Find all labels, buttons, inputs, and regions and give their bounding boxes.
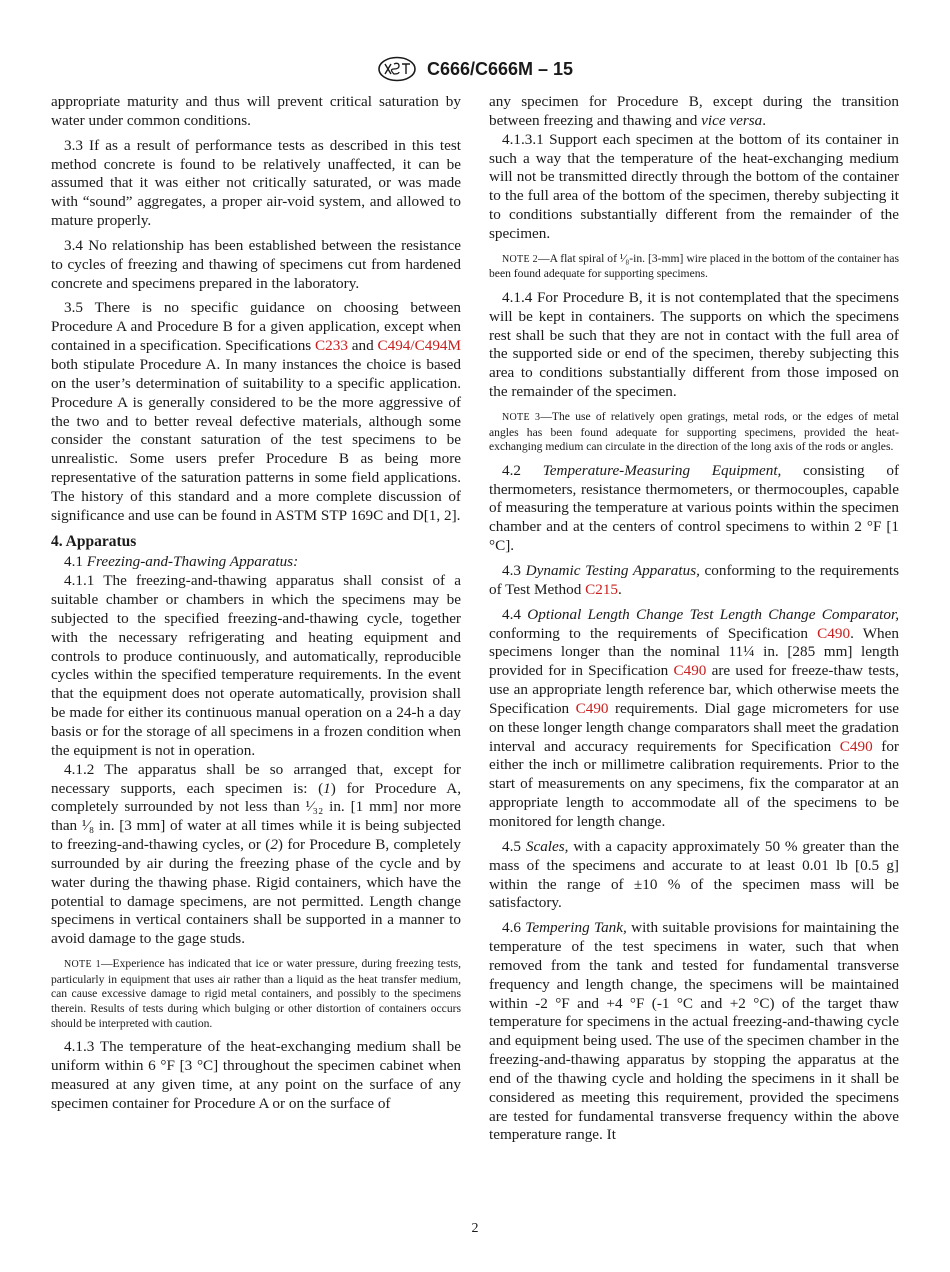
- note-1-text: —Experience has indicated that ice or water pressure, during freezing tests, particularly in equipment that uses air rather than a liquid as the heat transfer medium, can cause excessive damage to rigid metal containers, and possibly to the specimens therein. Results of tests during which bulging or other distortion of containers occurs should be interpreted with caution.: [51, 957, 462, 1030]
- document-designation: C666/C666M – 15: [426, 58, 574, 79]
- paragraph-4-5-text: with a capacity approximately 50 % greater than the mass of the specimens and accurate to at least 0.01 lb [0.5 g] within the range of ±10 % of the specimen mass will be satisfactory.: [489, 837, 900, 912]
- link-c233[interactable]: C233: [315, 337, 348, 355]
- paragraph-4-1-number: 4.1: [64, 553, 87, 571]
- paragraph-4-4-text-e: for either the inch or millimetre calibration requirements. Prior to the start of measurements on any specimens, fix the comparator at an appropriate length to accommodate all of the specimens to be monitored for length change.: [489, 737, 899, 830]
- paragraph-4-5-title: Scales,: [525, 837, 569, 855]
- paragraph-4-1-2-numeral-1: 1: [323, 779, 331, 797]
- paragraph-4-6-number: 4.6: [502, 919, 526, 937]
- paragraph-4-4-text-c: are used for freeze-thaw tests, use an appropriate length reference bar, which otherwise meets the Specification: [489, 662, 899, 717]
- paragraph-4-1-2-text-a: 4.1.2 The apparatus shall be so arranged that, except for necessary supports, each specimen is: (: [51, 760, 461, 797]
- page-header: [0, 56, 950, 82]
- note-3: [489, 410, 899, 455]
- paragraph-4-1-1: 4.1.1 The freezing-and-thawing apparatus shall consist of a suitable chamber or chambers in which the specimens may be subjected to the specified freezing-and-thawing cycle, together with the necessary refrigerating and heating equipment and controls to produce continuously, and automatically, reproducible cycles within the specified temperature requirements. In the event that the equipment does not operate automatically, provision shall be made for either its continuous manual operation on a 24-h a day basis or for the storage of all specimens in a frozen condition when the equipment is not in operation.: [51, 572, 461, 759]
- paragraph-4-4: [489, 606, 899, 832]
- section-heading-apparatus: 4. Apparatus: [51, 532, 137, 550]
- paragraph-4-2: [489, 462, 899, 556]
- paragraph-4-1-3-1: 4.1.3.1 Support each specimen at the bottom of its container in such a way that the temperature of the heat-exchanging medium will not be transmitted directly through the bottom of the container to the full area of the bottom of the specimen, thereby subjecting it to conditions substantially different from the remainder of the specimen.: [489, 130, 899, 242]
- left-column: [51, 93, 461, 1113]
- paragraph-4-6: [489, 919, 899, 1145]
- paragraph-4-1-title: Freezing-and-Thawing Apparatus:: [86, 553, 299, 571]
- paragraph-4-4-text-b: . When specimens longer than the nominal 11¼ in. [285 mm] length provided for in Specification: [489, 624, 899, 680]
- paragraph-4-3: [489, 562, 899, 600]
- paragraph-4-5-number: 4.5: [502, 837, 526, 855]
- paragraph-4-1: [51, 553, 461, 572]
- paragraph-4-4-number: 4.4: [502, 605, 528, 623]
- link-c494[interactable]: C494/C494M: [377, 337, 462, 355]
- paragraph-continued-right-text-b: .: [762, 111, 767, 129]
- note-2: [489, 252, 899, 282]
- paragraph-4-4-title: Optional Length Change Test Length Change Comparator,: [527, 605, 900, 623]
- paragraph-4-2-title: Temperature-Measuring Equipment,: [542, 461, 782, 479]
- paragraph-continued-right-italic: vice versa: [701, 111, 763, 129]
- note-1: [51, 957, 461, 1031]
- paragraph-4-2-text: consisting of thermometers, resistance thermometers, or thermocouples, capable of measuring the temperature at various points within the specimen chamber and at the centers of control specimens to within 2 °F [1 °C].: [489, 461, 900, 555]
- paragraph-4-3-end: .: [618, 580, 622, 598]
- note-2-label: NOTE 2: [502, 253, 538, 265]
- paragraph-3-5-text-b: and: [347, 337, 378, 355]
- note-1-label: NOTE 1: [64, 959, 101, 971]
- right-column: [489, 93, 899, 1145]
- paragraph-4-6-title: Tempering Tank,: [525, 919, 627, 937]
- paragraph-4-1-3: 4.1.3 The temperature of the heat-exchanging medium shall be uniform within 6 °F [3 °C] throughout the specimen cabinet when measured at any given time, at any point on the surface of any specimen container for Procedure A or on the surface of: [51, 1038, 461, 1112]
- paragraph-3-5: [51, 299, 461, 525]
- paragraph-4-5: [489, 838, 899, 913]
- paragraph-continued-right: [489, 93, 899, 131]
- paragraph-3-3: 3.3 If as a result of performance tests as described in this test method concrete is found to be relatively unaffected, it can be assumed that it was either not critically saturated, or was made with “sound” aggregates, a proper air-void system, and allowed to mature properly.: [51, 136, 461, 230]
- note-3-text: —The use of relatively open gratings, metal rods, or the edges of metal angles has been found adequate for supporting specimens, provided the heat-exchanging medium can circulate in the direction of the long axis of the rods or angles.: [489, 410, 899, 454]
- paragraph-4-1-2-text-c: ) for Procedure B, completely surrounded by air during the freezing phase of the cycle and by water during the thawing phase. Rigid containers, which have the potential to damage specimens, are not permitted. Length change specimens in vertical containers shall be supported in a manner to avoid damage to the gage studs.: [51, 836, 461, 948]
- paragraph-4-1-2-numeral-2: 2: [270, 836, 278, 854]
- paragraph-4-1-4: 4.1.4 For Procedure B, it is not contemplated that the specimens will be kept in containers. The supports on which the specimens rest shall be such that they are not in contact with the full area of the supported side or end of the specimen, thereby subjecting this area to conditions substantially different from those imposed on the remainder of the specimen.: [489, 288, 899, 401]
- link-c490-4[interactable]: C490: [839, 737, 873, 755]
- paragraph-continued: appropriate maturity and thus will prevent critical saturation by water under common conditions.: [51, 93, 461, 129]
- note-2-text: —A flat spiral of ¹⁄₈-in. [3-mm] wire placed in the bottom of the container has been found adequate for supporting specimens.: [489, 251, 899, 281]
- page-number: 2: [471, 1221, 479, 1236]
- paragraph-continued-right-text-a: any specimen for Procedure B, except during the transition between freezing and thawing and: [489, 93, 899, 129]
- paragraph-4-6-text: with suitable provisions for maintaining the temperature of the test specimens in water, such that when removed from the tank and tested for fundamental transverse frequency and length change, the specimens will be maintained within -2 °F and +4 °F (-1 °C and +2 °C) of the target thaw temperature for specimens in the actual freezing-and-thawing cycle and equipment being used. The use of the specimen chamber in the freezing-and-thawing apparatus by stopping the apparatus at the end of the thawing cycle and holding the specimens in it shall be considered as meeting this requirement, provided the specimens are tested for fundamental transverse frequency within the above temperature range. It: [489, 919, 899, 1144]
- paragraph-4-3-text: conforming to the requirements of Test Method: [489, 562, 900, 598]
- note-3-label: NOTE 3: [502, 412, 541, 423]
- paragraph-4-2-number: 4.2: [502, 461, 543, 479]
- link-c215[interactable]: C215: [585, 580, 619, 598]
- paragraph-3-5-text-c: both stipulate Procedure A. In many instances the choice is based on the user’s determination of suitability to a specific application. Procedure A is generally considered to be the more aggressive of the two and to better reveal defective materials, although some consider the constant saturation of the test specimens to be unrealistic. Some users prefer Procedure B as being more representative of the saturation patterns in some field applications. The history of this standard and a more complete discussion of significance and use can be found in ASTM STP 169C and D[1, 2].: [51, 355, 461, 524]
- link-c490-2[interactable]: C490: [673, 662, 707, 680]
- paragraph-3-5-text-a: 3.5 There is no specific guidance on choosing between Procedure A and Procedure B for a given application, except when contained in a specification. Specifications: [51, 299, 461, 355]
- astm-logo-icon: [377, 56, 417, 82]
- paragraph-4-4-text-d: requirements. Dial gage micrometers for use on these longer length change comparators shall meet the gradation interval and accuracy requirements for Specification: [489, 699, 899, 755]
- paragraph-3-4: 3.4 No relationship has been established between the resistance to cycles of freezing and thawing of specimens cut from hardened concrete and specimens prepared in the laboratory.: [51, 236, 461, 292]
- paragraph-4-3-number: 4.3: [502, 562, 526, 579]
- link-c490-3[interactable]: C490: [575, 699, 609, 717]
- paragraph-4-1-2-text-b: ) for Procedure A, completely surrounded by not less than ¹⁄₃₂ in. [1 mm] nor more than ¹⁄₈ in. [3 mm] of water at all times while it is being subjected to freezing-and-thawing cycles, or (: [51, 779, 461, 854]
- paragraph-4-4-text-a: conforming to the requirements of Specification: [489, 624, 818, 642]
- paragraph-4-3-title: Dynamic Testing Apparatus,: [525, 562, 700, 579]
- paragraph-4-1-2: [51, 761, 461, 949]
- link-c490-1[interactable]: C490: [817, 624, 851, 642]
